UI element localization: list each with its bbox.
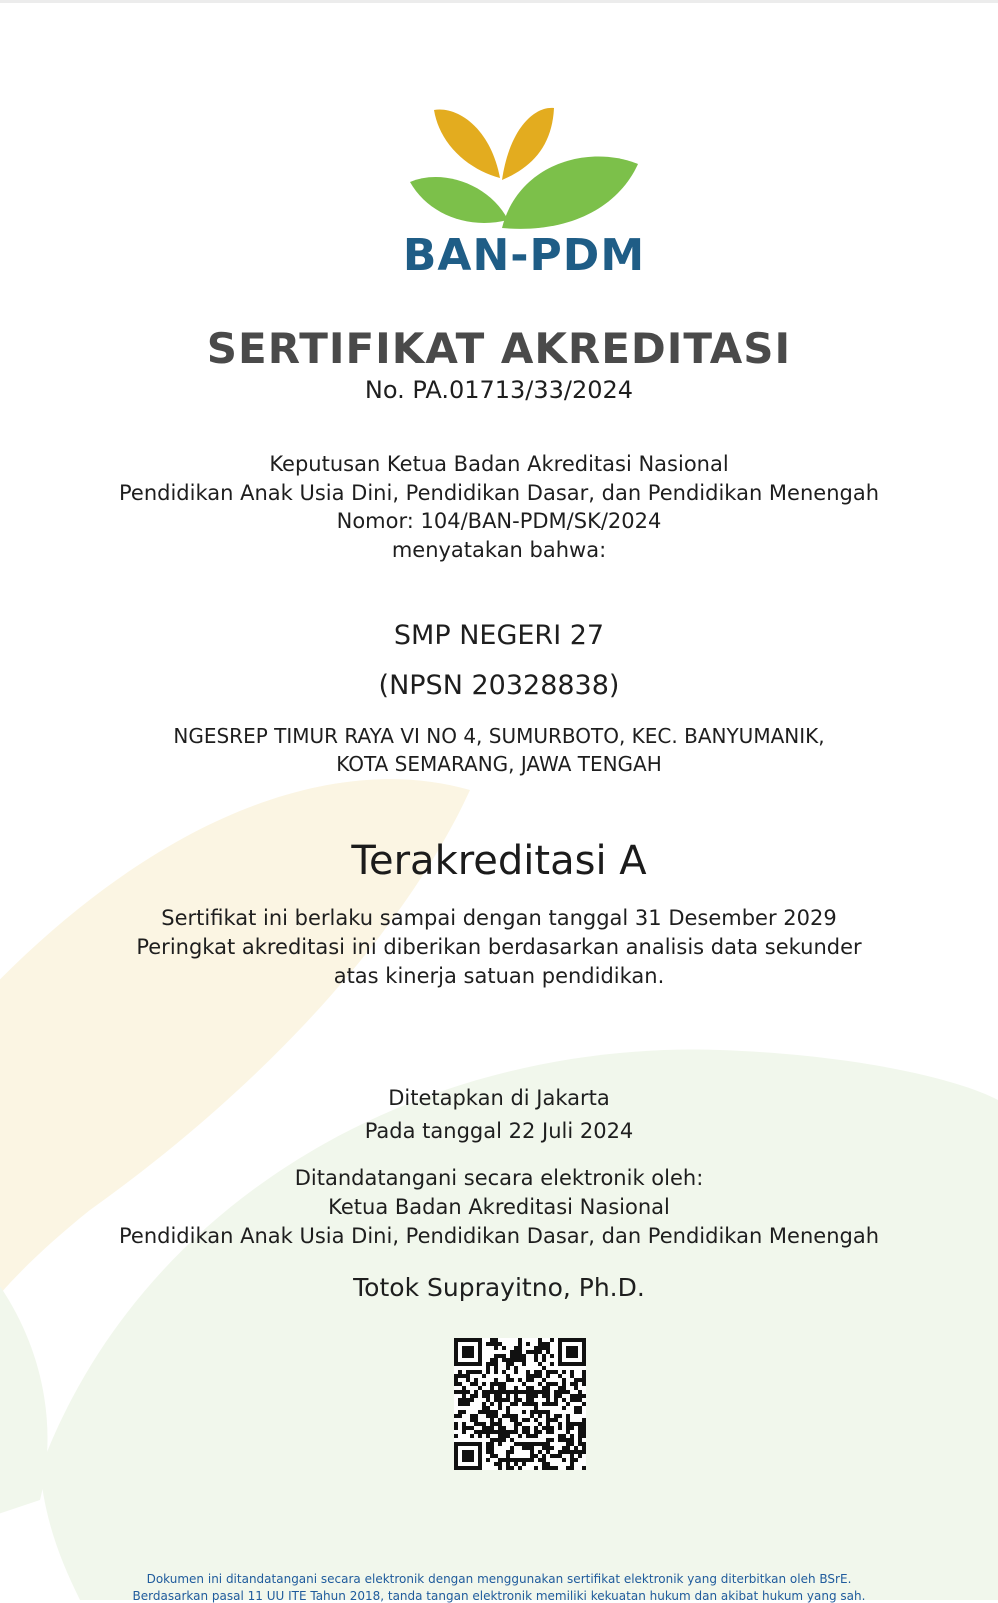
qr-code-icon [454,1338,586,1470]
certificate-title: SERTIFIKAT AKREDITASI [206,324,792,373]
issued-date: Pada tanggal 22 Juli 2024 [364,1119,634,1143]
decree-line-3: Nomor: 104/BAN-PDM/SK/2024 [336,509,662,533]
validity-line-2: Peringkat akreditasi ini diberikan berdasarkan analisis data sekunder [136,935,862,959]
signatory-name: Totok Suprayitno, Ph.D. [353,1273,645,1302]
decree-line-4: menyatakan bahwa: [391,538,607,562]
validity-line-1: Sertifikat ini berlaku sampai dengan tanggal 31 Desember 2029 [161,906,837,930]
logo-text: BAN-PDM [402,230,646,281]
decree-line-2: Pendidikan Anak Usia Dini, Pendidikan Dasar, dan Pendidikan Menengah [118,481,880,505]
school-name: SMP NEGERI 27 [393,620,605,651]
validity-line-3: atas kinerja satuan pendidikan. [333,964,665,988]
address-line-2: KOTA SEMARANG, JAWA TENGAH [336,752,662,776]
qr-modules [454,1338,586,1470]
address-line-1: NGESREP TIMUR RAYA VI NO 4, SUMURBOTO, KEC. BANYUMANIK, [173,724,825,748]
qr-code [454,1338,586,1470]
accreditation-result: Terakreditasi A [351,838,647,884]
school-npsn: (NPSN 20328838) [378,670,620,701]
ban-pdm-logo [402,104,656,294]
footer-note-line-2: Berdasarkan pasal 11 UU ITE Tahun 2018, tanda tangan elektronik memiliki kekuatan hukum dan akibat hukum yang sah. [132,1589,866,1603]
issued-place: Ditetapkan di Jakarta [388,1086,610,1110]
signed-by-line-1: Ditandatangani secara elektronik oleh: [294,1166,704,1190]
signed-by-line-3: Pendidikan Anak Usia Dini, Pendidikan Dasar, dan Pendidikan Menengah [118,1224,880,1248]
certificate-number: No. PA.01713/33/2024 [364,376,634,404]
signed-by-line-2: Ketua Badan Akreditasi Nasional [328,1195,670,1219]
decree-line-1: Keputusan Ketua Badan Akreditasi Nasional [269,452,729,476]
footer-note-line-1: Dokumen ini ditandatangani secara elektronik dengan menggunakan sertifikat elektronik yang diterbitkan oleh BSrE. [146,1572,852,1586]
